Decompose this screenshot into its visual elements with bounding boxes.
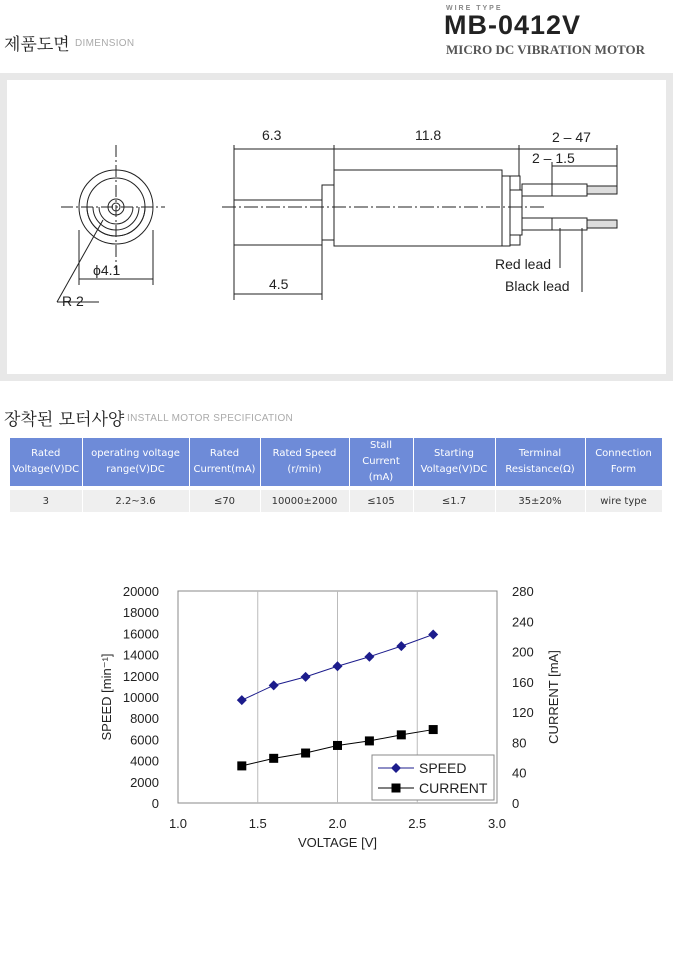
dim-2-47: 2 – 47 bbox=[552, 129, 591, 145]
header-cell: operating voltage range(V)DC bbox=[82, 438, 189, 486]
spec-title: 장착된 모터사양 bbox=[4, 410, 125, 430]
y2-axis-label: CURRENT [mA] bbox=[546, 650, 561, 744]
header-cell: Starting Voltage(V)DC bbox=[413, 438, 495, 486]
spec-cell: ≤1.7 bbox=[413, 490, 495, 512]
header-cell: Terminal Resistance(Ω) bbox=[495, 438, 585, 486]
y-tick-label: 8000 bbox=[130, 711, 159, 727]
spec-cell: 2.2~3.6 bbox=[82, 490, 189, 512]
y-tick-label: 16000 bbox=[122, 626, 159, 642]
spec-data-row bbox=[10, 490, 662, 512]
y-tick-label: 14000 bbox=[122, 647, 159, 663]
dimension-subtitle: DIMENSION bbox=[75, 38, 135, 49]
y-tick-label: 6000 bbox=[130, 732, 159, 748]
legend-label: SPEED bbox=[419, 760, 467, 776]
current-point bbox=[429, 725, 438, 734]
dimension-title: 제품도면 bbox=[4, 35, 70, 55]
header-cell: Rated Speed (r/min) bbox=[260, 438, 349, 486]
y-tick-label: 2000 bbox=[130, 774, 159, 790]
spec-subtitle: INSTALL MOTOR SPECIFICATION bbox=[127, 413, 294, 424]
spec-cell: ≤70 bbox=[189, 490, 260, 512]
y-tick-label: 20000 bbox=[122, 584, 159, 599]
dim-diameter: ϕ4.1 bbox=[93, 262, 121, 278]
header-cell: Rated Current(mA) bbox=[189, 438, 260, 486]
current-point bbox=[237, 761, 246, 770]
spec-cell: wire type bbox=[585, 490, 662, 512]
y-tick-label: 10000 bbox=[122, 690, 159, 705]
legend-label: CURRENT bbox=[419, 780, 488, 796]
speed-current-chart bbox=[0, 570, 673, 870]
current-point bbox=[397, 730, 406, 739]
current-point bbox=[269, 754, 278, 763]
x-tick-label: 1.5 bbox=[248, 816, 267, 831]
wire-type-label: WIRE TYPE bbox=[446, 5, 503, 12]
spec-cell: 35±20% bbox=[495, 490, 585, 512]
model-subtitle: MICRO DC VIBRATION MOTOR bbox=[446, 42, 645, 57]
y-axis-label: SPEED [min⁻¹] bbox=[99, 653, 114, 741]
header-cell: Rated Voltage(V)DC bbox=[10, 438, 82, 486]
y2-tick-label: 40 bbox=[512, 765, 527, 781]
y2-tick-label: 0 bbox=[512, 796, 520, 811]
dim-radius: R 2 bbox=[62, 293, 84, 309]
spec-cell: ≤105 bbox=[349, 490, 413, 512]
y2-tick-label: 240 bbox=[512, 614, 534, 630]
black-lead-label: Black lead bbox=[505, 278, 570, 294]
y2-tick-label: 80 bbox=[512, 735, 527, 751]
spec-header-row bbox=[10, 438, 662, 486]
y2-tick-label: 120 bbox=[512, 705, 534, 721]
x-tick-label: 3.0 bbox=[487, 816, 507, 831]
x-tick-label: 1.0 bbox=[168, 816, 188, 831]
dim-2-1-5: 2 – 1.5 bbox=[532, 150, 575, 166]
y2-tick-label: 280 bbox=[512, 584, 534, 599]
dim-6-3: 6.3 bbox=[262, 127, 282, 143]
motor-drawing bbox=[7, 80, 666, 374]
dim-11-8: 11.8 bbox=[415, 127, 442, 143]
spec-cell: 10000±2000 bbox=[260, 490, 349, 512]
y-tick-label: 4000 bbox=[130, 753, 159, 769]
dimension-drawing-area bbox=[7, 80, 666, 374]
y-tick-label: 0 bbox=[151, 796, 159, 811]
x-tick-label: 2.0 bbox=[328, 816, 347, 831]
y2-tick-label: 200 bbox=[512, 644, 534, 660]
y-tick-label: 18000 bbox=[122, 605, 159, 621]
current-point bbox=[301, 749, 310, 758]
legend-marker bbox=[392, 784, 401, 793]
dim-4-5: 4.5 bbox=[269, 276, 289, 292]
spec-cell: 3 bbox=[10, 490, 82, 512]
spec-table bbox=[10, 438, 663, 512]
x-axis-label: VOLTAGE [V] bbox=[298, 835, 377, 850]
header-cell: Stall Current (mA) bbox=[349, 438, 413, 486]
y-tick-label: 12000 bbox=[122, 668, 159, 684]
header-cell: Connection Form bbox=[585, 438, 662, 486]
model-name: MB-0412V bbox=[444, 10, 582, 40]
y2-tick-label: 160 bbox=[512, 674, 534, 690]
current-point bbox=[365, 736, 374, 745]
current-point bbox=[333, 741, 342, 750]
red-lead-label: Red lead bbox=[495, 256, 552, 272]
x-tick-label: 2.5 bbox=[408, 816, 427, 831]
